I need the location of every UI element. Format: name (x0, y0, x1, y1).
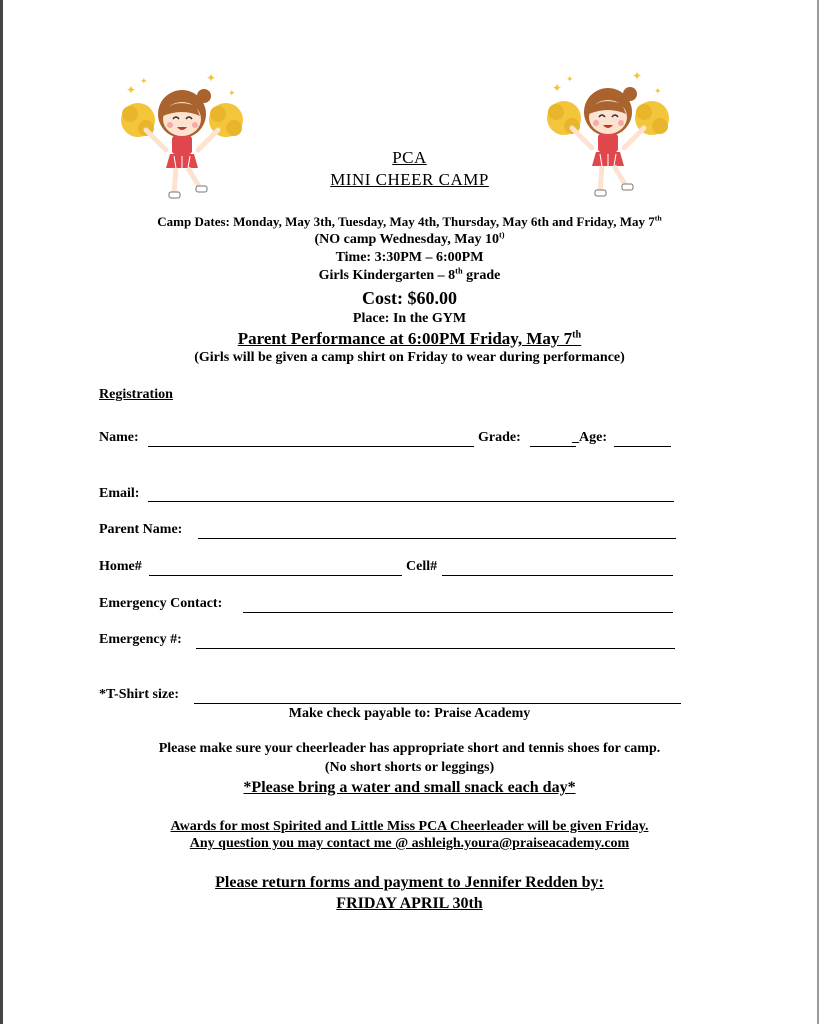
svg-text:✦: ✦ (566, 74, 574, 84)
camp-dates: Camp Dates: Monday, May 3th, Tuesday, May 4th, Thursday, May 6th and Friday, May 7th (157, 213, 662, 229)
parent-name-label: Parent Name: (99, 522, 183, 537)
svg-text:✦: ✦ (552, 81, 563, 95)
org-title: PCA (392, 148, 427, 167)
grade-label: Grade: (478, 430, 521, 445)
age-label: _Age: (572, 430, 607, 445)
email-field[interactable] (148, 501, 674, 502)
grade-range: Girls Kindergarten – 8th grade (318, 266, 501, 283)
return-forms-note: Please return forms and payment to Jennifer Redden by: (215, 874, 604, 891)
parent-performance: Parent Performance at 6:00PM Friday, May 7th (237, 329, 582, 348)
parent-name-field[interactable] (198, 538, 676, 539)
name-field[interactable] (148, 446, 474, 447)
camp-place: Place: In the GYM (352, 311, 467, 326)
no-camp-note: (NO camp Wednesday, May 10$^{t)}$ (314, 230, 505, 247)
camp-cost: Cost: $60.00 (362, 288, 457, 308)
camp-shirt-note: (Girls will be given a camp shirt on Friday to wear during performance) (194, 350, 625, 365)
no-shorts-note: (No short shorts or leggings) (324, 760, 495, 775)
camp-title: MINI CHEER CAMP (330, 170, 489, 189)
svg-text:✦: ✦ (228, 88, 236, 98)
home-phone-label: Home# (99, 559, 142, 574)
svg-text:✦: ✦ (126, 83, 137, 97)
tshirt-size-field[interactable] (194, 703, 681, 704)
shoes-note: Please make sure your cheerleader has appropriate short and tennis shoes for camp. (158, 741, 661, 756)
water-snack-note: *Please bring a water and small snack each day* (243, 779, 576, 796)
emergency-contact-field[interactable] (243, 612, 673, 613)
tshirt-size-label: *T-Shirt size: (99, 687, 179, 702)
svg-text:✦: ✦ (654, 86, 662, 96)
emergency-contact-label: Emergency Contact: (99, 596, 223, 611)
registration-heading: Registration (99, 387, 173, 402)
contact-note: Any question you may contact me @ ashleigh.youra@praiseacademy.com (189, 836, 630, 851)
awards-note: Awards for most Spirited and Little Miss PCA Cheerleader will be given Friday. (170, 819, 649, 834)
cell-phone-field[interactable] (442, 575, 673, 576)
svg-text:✦: ✦ (140, 76, 148, 86)
deadline: FRIDAY APRIL 30th (336, 895, 483, 912)
svg-text:✦: ✦ (632, 70, 643, 83)
emergency-number-field[interactable] (196, 648, 675, 649)
check-payable-note: Make check payable to: Praise Academy (288, 706, 531, 721)
camp-time: Time: 3:30PM – 6:00PM (335, 250, 484, 265)
grade-field[interactable] (530, 446, 576, 447)
name-label: Name: (99, 430, 139, 445)
home-phone-field[interactable] (149, 575, 402, 576)
cell-phone-label: Cell# (406, 559, 438, 574)
emergency-number-label: Emergency #: (99, 632, 182, 647)
age-field[interactable] (614, 446, 671, 447)
svg-text:✦: ✦ (206, 72, 217, 85)
email-label: Email: (99, 486, 140, 501)
